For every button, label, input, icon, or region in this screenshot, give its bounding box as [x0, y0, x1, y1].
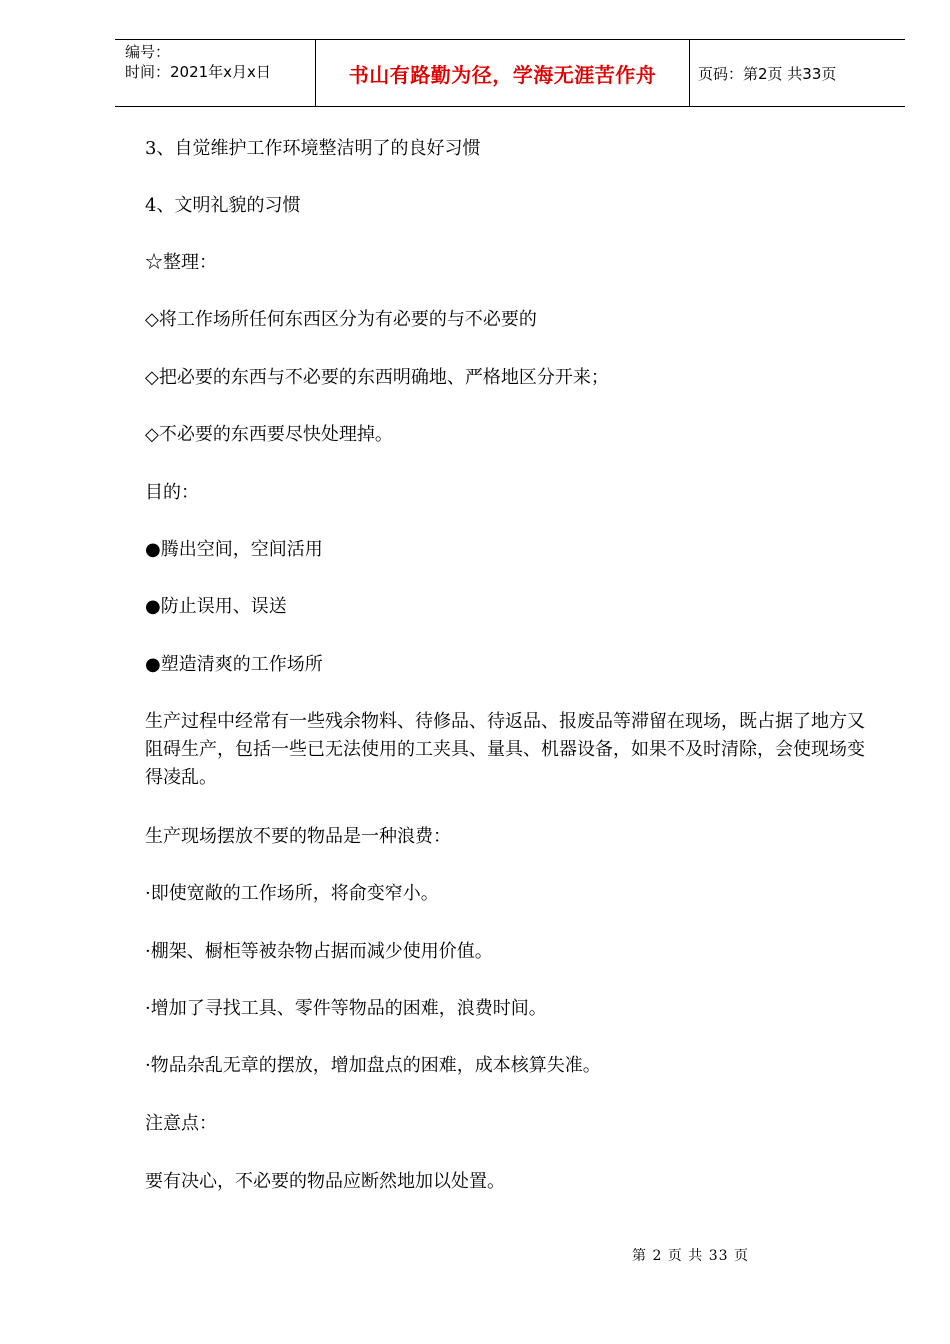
section-heading: 注意点：: [145, 1113, 217, 1134]
section-heading: 目的：: [145, 482, 199, 503]
list-item: ◇把必要的东西与不必要的东西明确地、严格地区分开来；: [145, 367, 609, 388]
document-number: 编号：: [125, 43, 171, 61]
list-item: ●腾出空间，空间活用: [145, 539, 323, 560]
list-item: ◇将工作场所任何东西区分为有必要的与不必要的: [145, 309, 537, 330]
text-line: 要有决心，不必要的物品应断然地加以处置。: [145, 1171, 505, 1192]
text-line: 4、文明礼貌的习惯: [145, 195, 301, 216]
page-header: [115, 39, 905, 107]
section-heading: ☆整理：: [145, 252, 217, 273]
header-meta: [115, 40, 316, 106]
list-item: ·增加了寻找工具、零件等物品的困难，浪费时间。: [145, 998, 547, 1019]
list-item: ·即使宽敞的工作场所，将俞变窄小。: [145, 883, 439, 904]
list-item: ◇不必要的东西要尽快处理掉。: [145, 424, 393, 445]
header-motto: 书山有路勤为径，学海无涯苦作舟: [316, 40, 690, 106]
list-item: ·物品杂乱无章的摆放，增加盘点的困难，成本核算失准。: [145, 1055, 601, 1076]
body-paragraph: 生产过程中经常有一些残余物料、待修品、待返品、报废品等滞留在现场，既占据了地方又阻碍生产，包括一些已无法使用的工夹具、量具、机器设备，如果不及时清除，会使现场变得凌乱。: [145, 711, 865, 788]
header-page-info: 页码：第2页 共33页: [698, 64, 837, 83]
text-line: 生产现场摆放不要的物品是一种浪费：: [145, 826, 451, 847]
list-item: ·棚架、橱柜等被杂物占据而减少使用价值。: [145, 941, 493, 962]
document-time: 时间：2021年x月x日: [125, 63, 271, 81]
text-line: 3、自觉维护工作环境整洁明了的良好习惯: [145, 138, 481, 159]
list-item: ●防止误用、误送: [145, 596, 287, 617]
list-item: ●塑造清爽的工作场所: [145, 654, 323, 675]
page-footer: 第 2 页 共 33 页: [632, 1248, 749, 1264]
